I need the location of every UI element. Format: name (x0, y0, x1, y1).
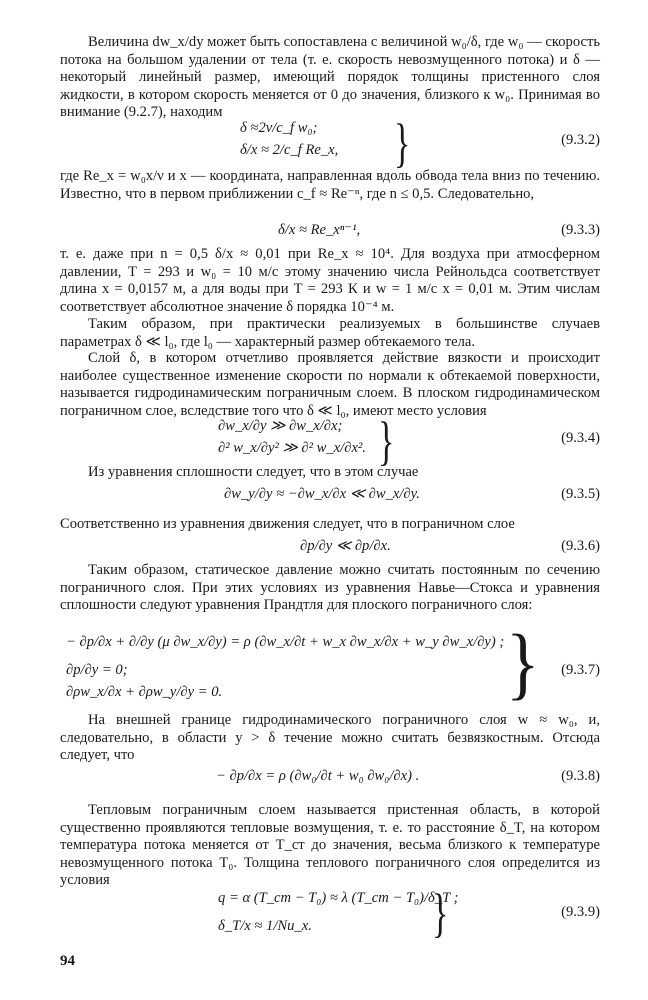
equation-number: (9.3.2) (561, 132, 600, 148)
right-brace: } (378, 412, 395, 472)
paragraph-7: Соответственно из уравнения движения следует, что в пограничном слое (60, 516, 515, 532)
paragraph-9: На внешней границе гидродинамического пограничного слоя w ≈ w₀, и, следовательно, в области y > δ течение можно считать безвязкостным. Отсюда следует, что (60, 712, 600, 764)
equation-number: (9.3.7) (561, 662, 600, 678)
eq-9-3-7-line-3: ∂ρw_x/∂x + ∂ρw_y/∂y = 0. (66, 684, 223, 700)
eq-9-3-6-formula: ∂p/∂y ≪ ∂p/∂x. (300, 538, 391, 554)
eq-9-3-2-line-2: δ/x ≈ 2/c_f Re_x, (240, 142, 339, 158)
eq-9-3-9-line-2: δ_T/x ≈ 1/Nu_x. (218, 918, 312, 934)
equation-9-3-5 (60, 486, 600, 506)
paragraph-5: Слой δ, в котором отчетливо проявляется действие вязкости и происходит наиболее существенное изменение скорости по нормали к обтекаемой поверхности, называется гидродинамическим пограничным слоем. В плоском гидродинамическом пограничном слое, вследствие того что δ ≪ l₀, имеют место условия (60, 350, 600, 419)
paragraph-6: Из уравнения сплошности следует, что в этом случае (88, 464, 419, 480)
eq-9-3-2-line-1: δ ≈2ν/c_f w₀; (240, 120, 318, 136)
equation-number: (9.3.3) (561, 222, 600, 238)
eq-9-3-9-line-1: q = α (T_ст − T₀) ≈ λ (T_ст − T₀)/δ_T ; (218, 890, 459, 906)
equation-number: (9.3.9) (561, 904, 600, 920)
equation-9-3-7 (60, 619, 600, 708)
eq-9-3-3-formula: δ/x ≈ Re_xⁿ⁻¹, (278, 222, 361, 238)
paragraph-3: т. е. даже при n = 0,5 δ/x ≈ 0,01 при Re_x ≈ 10⁴. Для воздуха при атмосферном давлении, T = 293 и w₀ = 10 м/с этому значению числа Рейнольдса соответствует длина x = 0,0157 м, а для воды при T = 293 К и w = 1 м/с x = 0,01 м. Этим числам соответствует абсолютное значение δ порядка 10⁻⁴ м. (60, 246, 600, 315)
eq-9-3-7-line-1: − ∂p/∂x + ∂/∂y (μ ∂w_x/∂y) = ρ (∂w_x/∂t + w_x ∂w_x/∂x + w_y ∂w_x/∂y) ; (66, 634, 505, 650)
page-number: 94 (60, 953, 75, 969)
equation-9-3-2 (60, 114, 600, 174)
eq-9-3-8-formula: − ∂p/∂x = ρ (∂w₀/∂t + w₀ ∂w₀/∂x) . (216, 768, 420, 784)
paragraph-8: Таким образом, статическое давление можно считать постоянным по сечению пограничного слоя. При этих условиях из уравнения Навье—Стокса и уравнения сплошности следуют уравнения Прандтля для плоского пограничного слоя: (60, 562, 600, 614)
equation-9-3-6 (60, 538, 600, 558)
eq-9-3-4-line-1: ∂w_x/∂y ≫ ∂w_x/∂x; (218, 418, 343, 434)
equation-number: (9.3.6) (561, 538, 600, 554)
equation-9-3-3 (60, 222, 600, 242)
eq-9-3-7-line-2: ∂p/∂y = 0; (66, 662, 128, 678)
right-brace: } (506, 619, 540, 708)
right-brace: } (432, 884, 449, 944)
equation-number: (9.3.4) (561, 430, 600, 446)
eq-9-3-5-formula: ∂w_y/∂y ≈ −∂w_x/∂x ≪ ∂w_x/∂y. (224, 486, 420, 502)
paragraph-2: где Re_x = w₀x/ν и x — координата, направленная вдоль обвода тела вниз по течению. Известно, что в первом приближении c_f ≈ Re⁻ⁿ, где n ≤ 0,5. Следовательно, (60, 168, 600, 202)
paragraph-1: Величина dw_x/dy может быть сопоставлена с величиной w₀/δ, где w₀ — скорость потока на большом удалении от тела (т. е. скорость невозмущенного потока) и δ — некоторый линейный размер, имеющий порядок толщины пристенного слоя жидкости, в котором скорость меняется от 0 до значения, близкого к w₀. Принимая во внимание (9.2.7), находим (60, 34, 600, 121)
paragraph-10: Тепловым пограничным слоем называется пристенная область, в которой существенно проявляются тепловые возмущения, т. е. то расстояние δ_T, на котором температура потока меняется от T_ст до значения, весьма близкого к температуре невозмущенного потока T₀. Толщина теплового пограничного слоя определится из условия (60, 802, 600, 889)
right-brace: } (394, 114, 411, 174)
equation-9-3-9 (60, 884, 600, 944)
equation-9-3-8 (60, 768, 600, 788)
equation-number: (9.3.8) (561, 768, 600, 784)
equation-number: (9.3.5) (561, 486, 600, 502)
paragraph-4: Таким образом, при практически реализуемых в большинстве случаев параметрах δ ≪ l₀, где l₀ — характерный размер обтекаемого тела. (60, 316, 600, 350)
eq-9-3-4-line-2: ∂² w_x/∂y² ≫ ∂² w_x/∂x². (218, 440, 366, 456)
